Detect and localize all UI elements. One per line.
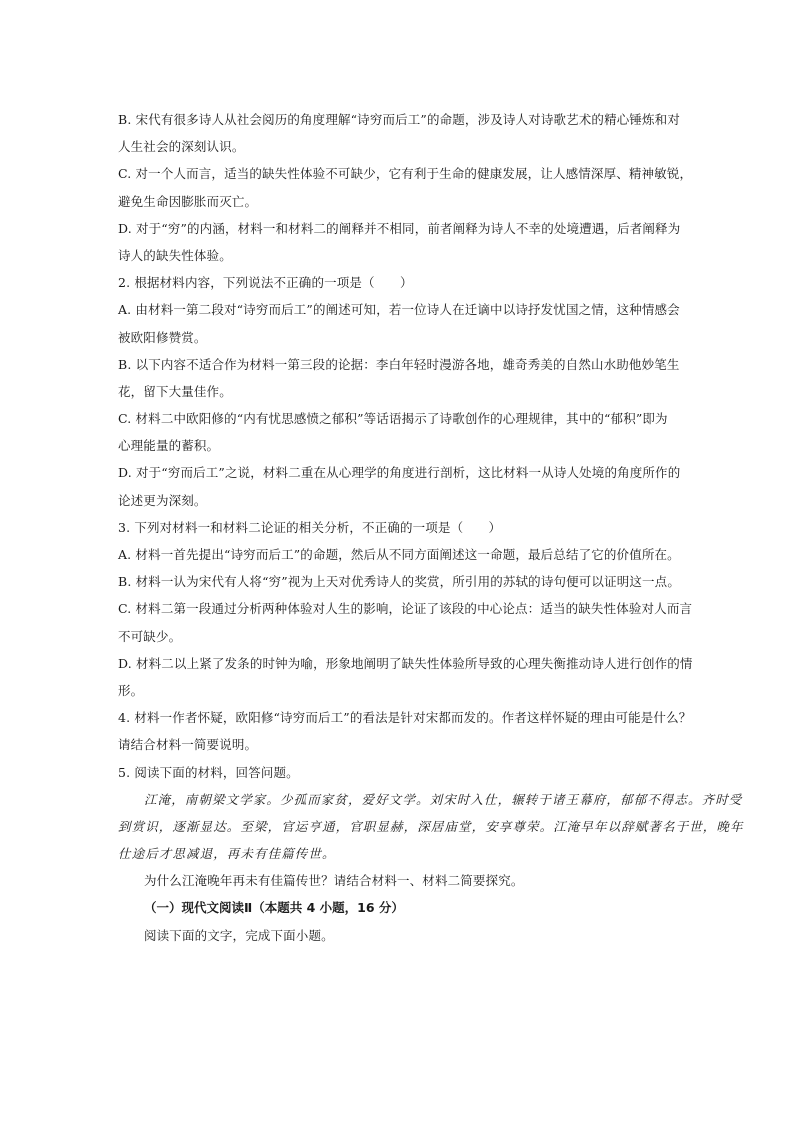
question-5-prompt: 为什么江淹晚年再未有佳篇传世？请结合材料一、材料二简要探究。	[144, 873, 524, 889]
reading-instruction: 阅读下面的文字，完成下面小题。	[144, 927, 334, 943]
q2-option-b-line-2: 花，留下大量佳作。	[118, 383, 232, 399]
q2-option-a-line-1: A. 由材料一第二段对“诗穷而后工”的阐述可知，若一位诗人在迁谪中以诗抒发忧国之情，这种情感会	[118, 302, 680, 318]
q3-option-c-line-2: 不可缺少。	[118, 628, 182, 644]
q3-option-d-line-2: 形。	[118, 682, 144, 698]
q3-option-a: A. 材料一首先提出“诗穷而后工”的命题，然后从不同方面阐述这一命题，最后总结了它的价值所在。	[118, 547, 680, 562]
quote-line-2: 到赏识，逐渐显达。至梁，官运亨通，官职显赫，深居庙堂，安享尊荣。江淹早年以辞赋著名于世，晚年	[118, 818, 744, 834]
question-5-stem: 5. 阅读下面的材料，回答问题。	[118, 764, 299, 780]
option-b-line-2: 人生社会的深刻认识。	[118, 139, 245, 155]
question-4-line-2: 请结合材料一简要说明。	[118, 737, 258, 753]
document-body	[118, 112, 744, 955]
q2-option-c-line-2: 心理能量的蓄积。	[118, 438, 220, 454]
option-c-line-2: 避免生命因膨胀而灭亡。	[118, 193, 258, 209]
q2-option-b-line-1: B. 以下内容不适合作为材料一第三段的论据：李白年轻时漫游各地，雄奇秀美的自然山水助他妙笔生	[118, 356, 680, 372]
q3-option-c-line-1: C. 材料二第一段通过分析两种体验对人生的影响，论证了该段的中心论点：适当的缺失性体验对人而言	[118, 601, 693, 617]
quote-line-3: 仕途后才思减退，再未有佳篇传世。	[118, 846, 336, 862]
q3-option-d-line-1: D. 材料二以上紧了发条的时钟为喻，形象地阐明了缺失性体验所导致的心理失衡推动诗人进行创作的情	[118, 655, 693, 671]
question-4-line-1: 4. 材料一作者怀疑，欧阳修“诗穷而后工”的看法是针对宋都而发的。作者这样怀疑的理由可能是什么？	[118, 710, 692, 726]
q2-option-a-line-2: 被欧阳修赞赏。	[118, 329, 207, 345]
q3-option-b: B. 材料一认为宋代有人将“穷”视为上天对优秀诗人的奖赏，所引用的苏轼的诗句便可以证明这一点。	[118, 574, 680, 590]
q2-option-c-line-1: C. 材料二中欧阳修的“内有忧思感愤之郁积”等话语揭示了诗歌创作的心理规律，其中的“郁积”即为	[118, 411, 668, 427]
question-3-stem: 3. 下列对材料一和材料二论证的相关分析，不正确的一项是（ ）	[118, 519, 502, 535]
quote-line-1: 江淹，南朝梁文学家。少孤而家贫，爱好文学。刘宋时入仕，辗转于诸王幕府，郁郁不得志。齐时受	[144, 791, 743, 807]
option-d-line-1: D. 对于“穷”的内涵，材料一和材料二的阐释并不相同，前者阐释为诗人不幸的处境遭遇，后者阐释为	[118, 220, 681, 236]
option-b-line-1: B. 宋代有很多诗人从社会阅历的角度理解“诗穷而后工”的命题，涉及诗人对诗歌艺术的精心锤炼和对	[118, 112, 680, 127]
q2-option-d-line-1: D. 对于“穷而后工”之说，材料二重在从心理学的角度进行剖析，这比材料一从诗人处境的角度所作的	[118, 465, 681, 481]
option-d-line-2: 诗人的缺失性体验。	[118, 247, 232, 263]
section-heading: （一）现代文阅读Ⅱ（本题共 4 小题，16 分）	[144, 900, 404, 916]
question-2-stem: 2. 根据材料内容，下列说法不正确的一项是（ ）	[118, 275, 413, 291]
option-c-line-1: C. 对一个人而言，适当的缺失性体验不可缺少，它有利于生命的健康发展，让人感情深厚、精神敏锐，	[118, 166, 693, 182]
q2-option-d-line-2: 论述更为深刻。	[118, 492, 207, 508]
